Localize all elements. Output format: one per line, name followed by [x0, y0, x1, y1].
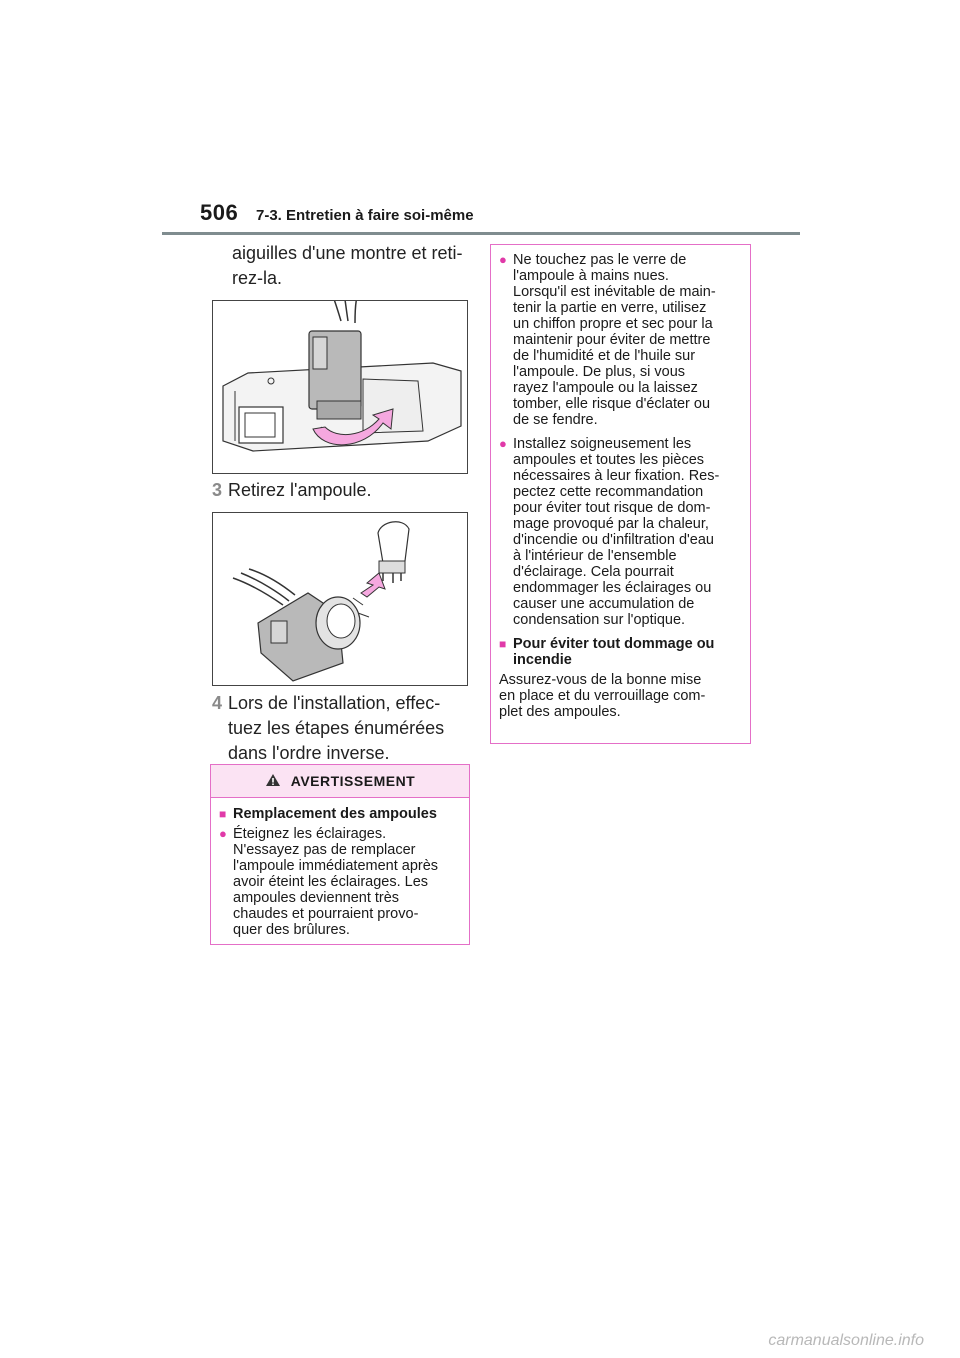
- page-number: 506: [200, 200, 239, 225]
- step-4-number: 4: [212, 693, 223, 713]
- section-title: 7-3. Entretien à faire soi-même: [256, 207, 474, 224]
- circle-bullet-icon: ●: [499, 436, 507, 451]
- warning-header: [211, 765, 469, 798]
- right-paragraph: Assurez-vous de la bonne mise en place et du verrouillage com- plet des ampoules.: [499, 672, 706, 720]
- warning-section-heading: [219, 806, 461, 822]
- step-3-text: Retirez l'ampoule.: [228, 480, 372, 500]
- warning-section-heading-text: Remplacement des ampoules: [233, 806, 437, 822]
- step-3: [212, 478, 472, 503]
- right-section-heading-text: Pour éviter tout dommage ou incendie: [513, 636, 715, 668]
- warning-title: AVERTISSEMENT: [290, 773, 416, 789]
- figure-remove-socket: [212, 300, 468, 474]
- warning-bullet-text: Éteignez les éclairages. N'essayez pas de remplacer l'ampoule immédiatement après avoir éteint les éclairages. Les ampoules deviennent très chaudes et pourraient provo- quer des brûlures.: [233, 826, 439, 938]
- warning-triangle-icon: [265, 773, 281, 790]
- bulb-removal-illustration: [213, 513, 467, 685]
- step-4: [212, 691, 474, 766]
- right-bullet-2: [499, 436, 742, 628]
- warning-continuation-box: [490, 244, 751, 744]
- watermark: carmanualsonline.info: [768, 1332, 924, 1349]
- circle-bullet-icon: ●: [499, 252, 507, 267]
- step-3-number: 3: [212, 480, 223, 500]
- socket-twist-illustration: [213, 301, 467, 473]
- header-rule: [162, 232, 800, 235]
- right-bullet-2-text: Installez soigneusement les ampoules et toutes les pièces nécessaires à leur fixation. Res- pectez cette recommandation pour éviter tout risque de dom- mage provoqué par la chaleur, d'incendie ou d'infiltration d'eau à l'intérieur de l'ensemble d'éclairage. Cela pourrait endommager les éclairages ou causer une accumulation de condensation sur l'optique.: [513, 436, 720, 628]
- square-bullet-icon: ■: [219, 807, 227, 821]
- warning-bullet: [219, 826, 461, 938]
- circle-bullet-icon: ●: [219, 826, 227, 841]
- right-section-heading: [499, 636, 742, 668]
- square-bullet-icon: ■: [499, 637, 507, 651]
- figure-remove-bulb: [212, 512, 468, 686]
- right-bullet-1-text: Ne touchez pas le verre de l'ampoule à mains nues. Lorsqu'il est inévitable de main- tenir la partie en verre, utilisez un chiffon propre et sec pour la maintenir pour éviter de mettre de l'humidité et de l'huile sur l'ampoule. De plus, si vous rayez l'ampoule ou la laissez tomber, elle risque d'éclater ou de se fendre.: [513, 252, 716, 428]
- step-4-text: Lors de l'installation, effec- tuez les étapes énumérées dans l'ordre inverse.: [228, 693, 445, 763]
- intro-text: aiguilles d'une montre et reti- rez-la.: [232, 243, 463, 288]
- warning-box: [210, 764, 470, 945]
- right-bullet-1: [499, 252, 742, 428]
